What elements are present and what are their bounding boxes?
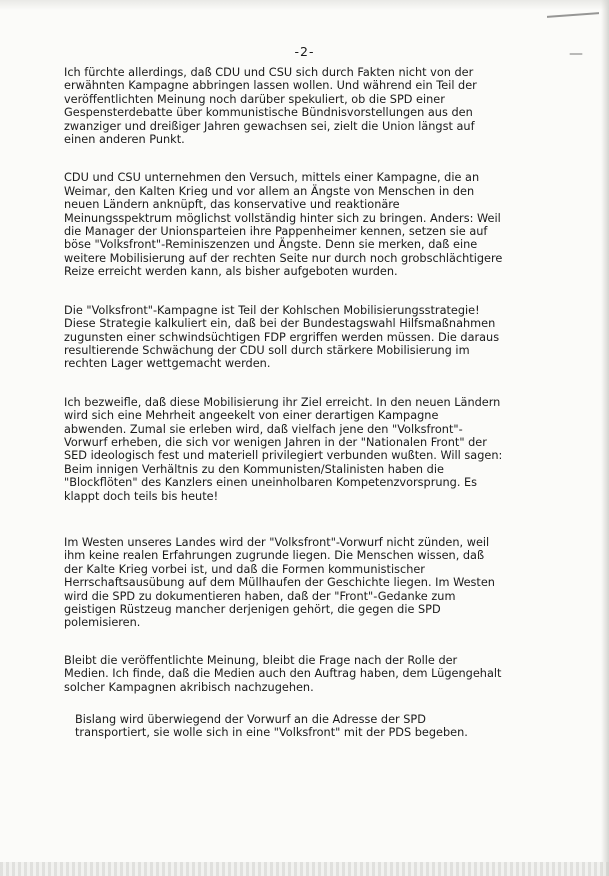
paragraph-1: Ich fürchte allerdings, daß CDU und CSU sich durch Fakten nicht von der erwähnten Kampagne abbringen lassen wollen. Und während ein Teil der veröffentlichten Meinung noch darüber spekuliert, ob die SPD einer Gespensterdebatte über kommunistische Bündnisvorstellungen aus den zwanziger und dreißiger Jahren gewachsen sei, zielt die Union längst auf einen anderen Punkt. (64, 66, 477, 147)
paragraph-7: Bislang wird überwiegend der Vorwurf an die Adresse der SPD transportiert, sie wolle sich in eine "Volksfront" mit der PDS begeben. (75, 713, 468, 740)
paragraph-3: Die "Volksfront"-Kampagne ist Teil der Kohlschen Mobilisierungsstrategie! Diese Strategie kalkuliert ein, daß bei der Bundestagswahl Hilfsmaßnahmen zugunsten einer schwindsüchtigen FDP ergriffen werden müssen. Die daraus resultierende Schwächung der CDU soll durch stärkere Mobilisierung im rechten Lager wettgemacht werden. (64, 303, 500, 371)
page-number: -2- (294, 44, 315, 59)
scan-shadow-top (0, 0, 609, 10)
paragraph-5: Im Westen unseres Landes wird der "Volksfront"-Vorwurf nicht zünden, weil ihm keine realen Erfahrungen zugrunde liegen. Die Menschen wissen, daß der Kalte Krieg vorbei ist, und daß die Formen kommunistischer Herrschaftsausübung auf dem Müllhaufen der Geschichte liegen. Im Westen wird die SPD zu dokumentieren haben, daß der "Front"-Gedanke zum geistigen Rüstzeug mancher derjenigen gehört, die gegen die SPD polemisieren. (64, 535, 495, 630)
paragraph-6: Bleibt die veröffentlichte Meinung, bleibt die Frage nach der Rolle der Medien. Ich finde, daß die Medien auch den Auftrag haben, dem Lügengehalt solcher Kampagnen akribisch nachzugehen. (64, 653, 502, 694)
corner-scratch-mark (547, 0, 599, 18)
scan-shadow-right (601, 0, 609, 876)
paragraph-4: Ich bezweifle, daß diese Mobilisierung ihr Ziel erreicht. In den neuen Ländern wird sich eine Mehrheit angeekelt von einer derartigen Kampagne abwenden. Zumal sie erleben wird, daß vielfach jene den "Volksfront"-Vorwurf erheben, die sich vor wenigen Jahren in der "Nationalen Front" der SED ideologisch fest und materiell privilegiert verbunden wußten. Will sagen: Beim innigen Verhältnis zu den Kommunisten/Stalinisten haben die "Blockflöten" des Kanzlers einen uneinholbaren Kompetenzvorsprung. Es klappt doch teils bis heute! (64, 395, 503, 503)
margin-tick-mark: — (569, 46, 583, 62)
paragraph-2: CDU und CSU unternehmen den Versuch, mittels einer Kampagne, die an Weimar, den Kalten Krieg und vor allem an Ängste von Menschen in den neuen Ländern anknüpft, das konservative und reaktionäre Meinungsspektrum möglichst vollständig hinter sich zu bringen. Anders: Weil die Manager der Unionsparteien ihre Pappenheimer kennen, setzen sie auf böse "Volksfront"-Reminiszenzen und Ängste. Denn sie merken, daß eine weitere Mobilisierung auf der rechten Seite nur durch noch grobschlächtigere Reize erreicht werden kann, als bisher aufgeboten wurden. (64, 171, 503, 279)
scan-shadow-bottom (0, 862, 609, 876)
document-body (64, 66, 504, 740)
